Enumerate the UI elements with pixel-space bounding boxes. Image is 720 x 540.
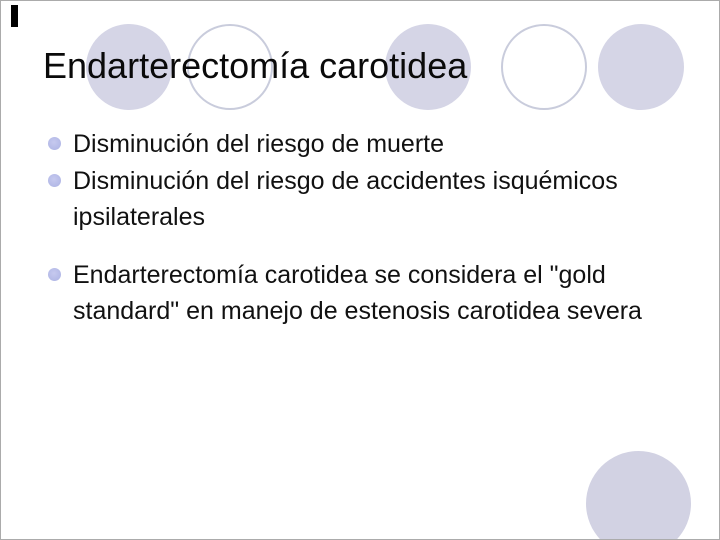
decorative-circle-filled-3 [598,24,684,110]
bullet-text-line: Endarterectomía carotidea se considera el "gold [73,261,606,289]
bullet-icon [48,174,61,187]
bullet-text-line: Disminución del riesgo de accidentes isquémicos [73,167,618,195]
bullet-item [48,126,444,162]
bullet-item [48,163,618,235]
bullet-text-line: ipsilaterales [73,203,206,231]
bullet-item [48,257,642,329]
decorative-circle-outline-2 [501,24,587,110]
slide-title: Endarterectomía carotidea [43,45,468,86]
corner-mark [11,5,18,27]
bullet-icon [48,268,61,281]
bullet-text-line: Disminución del riesgo de muerte [73,130,445,158]
bullet-text-line: standard" en manejo de estenosis carotidea severa [73,297,642,325]
bullet-icon [48,137,61,150]
decorative-circle-bottom-right [586,451,691,540]
